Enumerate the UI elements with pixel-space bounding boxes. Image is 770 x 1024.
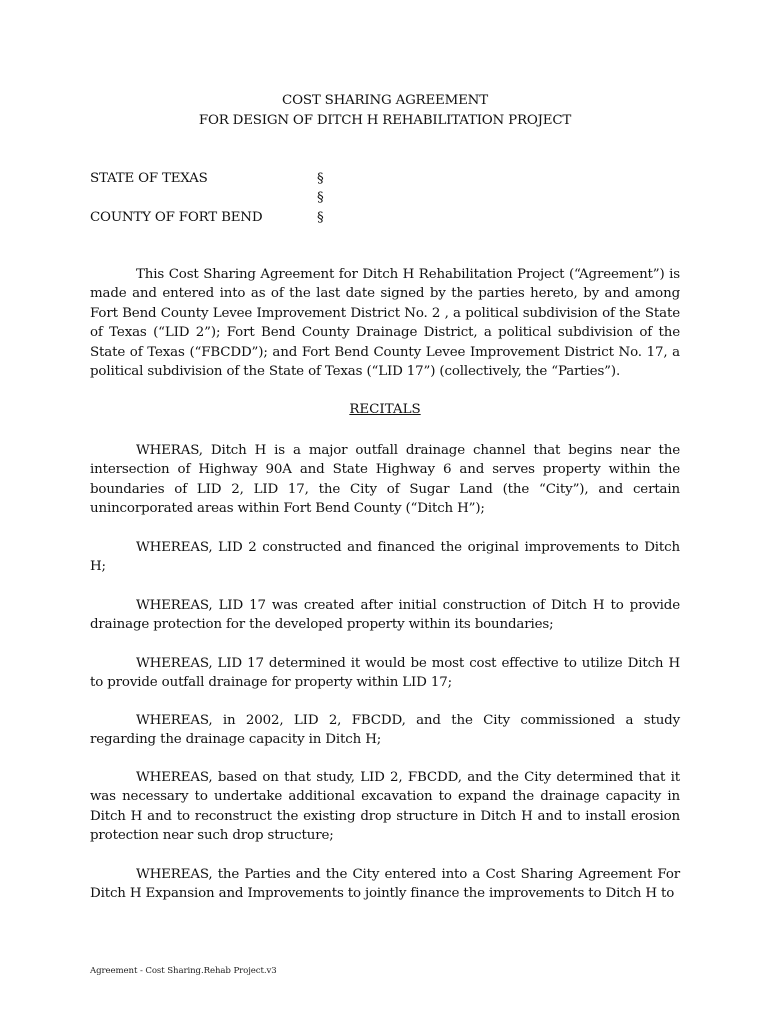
recital-paragraph: WHEREAS, LID 17 determined it would be most cost effective to utilize Ditch H to provide outfall drainage for property within LID 17; xyxy=(90,656,680,691)
section-symbol: § xyxy=(317,210,324,225)
document-title-line-1: COST SHARING AGREEMENT xyxy=(282,93,488,108)
recitals-heading: RECITALS xyxy=(349,402,421,417)
document-title-line-2: FOR DESIGN OF DITCH H REHABILITATION PROJECT xyxy=(198,113,572,128)
section-symbol: § xyxy=(317,171,324,186)
recital-paragraph: WHEREAS, based on that study, LID 2, FBCDD, and the City determined that it was necessary to undertake additional excavation to expand the drainage capacity in Ditch H and to reconstruct the existing drop structure in Ditch H and to install erosion protection near such drop structure; xyxy=(90,770,680,844)
recital-paragraph: WHERAS, Ditch H is a major outfall drainage channel that begins near the intersection of Highway 90A and State Highway 6 and serves property within the boundaries of LID 2, LID 17, the City of Sugar Land (the “City”), and certain unincorporated areas within Fort Bend County (“Ditch H”); xyxy=(90,443,680,517)
recital-paragraph: WHEREAS, the Parties and the City entered into a Cost Sharing Agreement For Ditch H Expansion and Improvements to jointly finance the improvements to Ditch H to xyxy=(90,867,680,902)
recital-paragraph: WHEREAS, in 2002, LID 2, FBCDD, and the City commissioned a study regarding the drainage capacity in Ditch H; xyxy=(90,713,680,748)
venue-county: COUNTY OF FORT BEND xyxy=(90,210,263,225)
intro-paragraph: This Cost Sharing Agreement for Ditch H Rehabilitation Project (“Agreement”) is made and entered into as of the last date signed by the parties hereto, by and among Fort Bend County Levee Improvement District No. 2 , a political subdivision of the State of Texas (“LID 2”); Fort Bend County Drainage District, a political subdivision of the State of Texas (“FBCDD”); and Fort Bend County Levee Improvement District No. 17, a political subdivision of the State of Texas (“LID 17”) (collectively, the “Parties”). xyxy=(90,267,680,380)
page-footer: Agreement - Cost Sharing.Rehab Project.v3 xyxy=(90,966,277,976)
recital-paragraph: WHEREAS, LID 2 constructed and financed the original improvements to Ditch H; xyxy=(90,540,680,575)
recital-paragraph: WHEREAS, LID 17 was created after initial construction of Ditch H to provide drainage protection for the developed property within its boundaries; xyxy=(90,598,680,633)
venue-state: STATE OF TEXAS xyxy=(90,171,208,186)
section-symbol: § xyxy=(317,190,324,205)
